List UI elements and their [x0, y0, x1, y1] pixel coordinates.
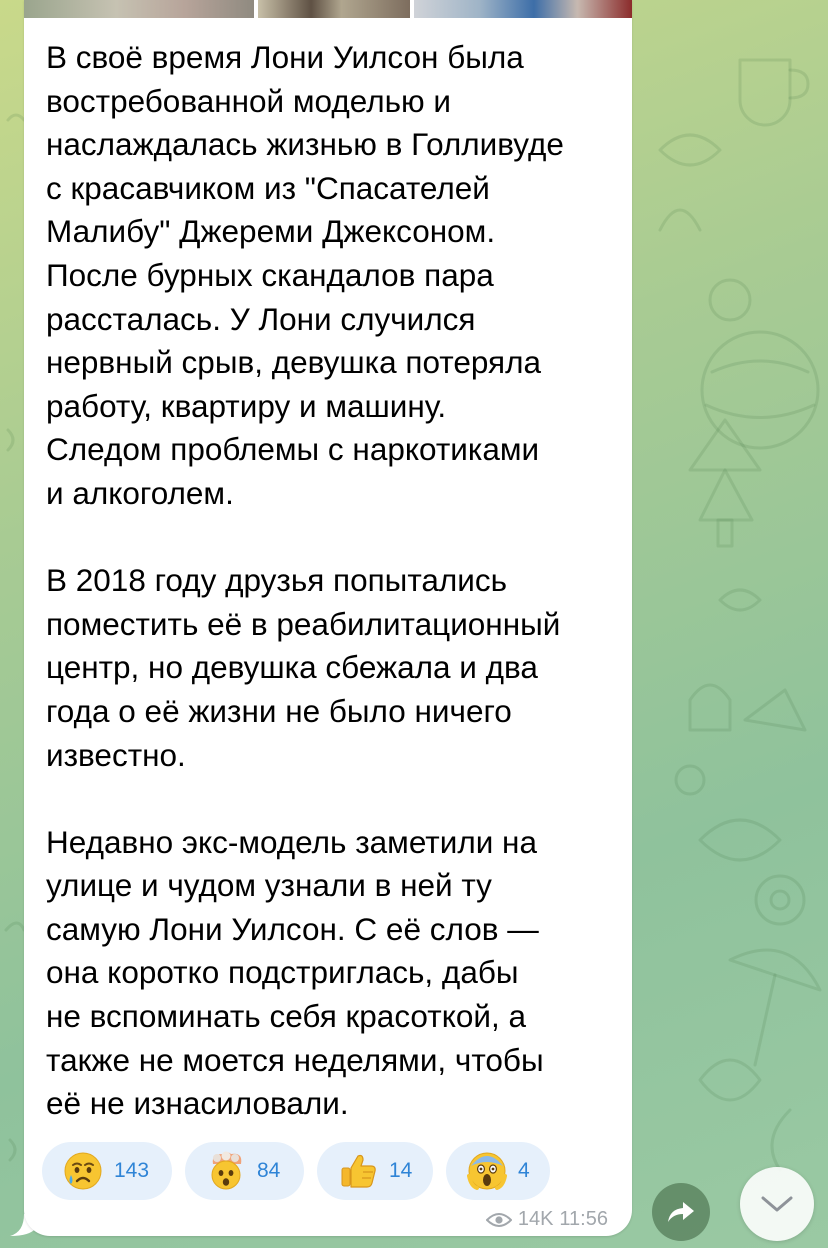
scroll-down-button[interactable] — [740, 1167, 814, 1241]
reaction-count: 143 — [114, 1159, 150, 1182]
reaction-crying-face[interactable] — [42, 1142, 172, 1200]
message-paragraph-3: Недавно экс-модель заметили на улице и чудом узнали в ней ту самую Лони Уилсон. С её слов — она коротко подстриглась, дабы не вспоминать себя красоткой, а также не моется неделями, чтобы её не изнасиловали. — [46, 823, 544, 1122]
chevron-down-icon — [760, 1194, 794, 1214]
reaction-thumbs-up[interactable] — [317, 1142, 433, 1200]
reaction-count: 84 — [257, 1159, 281, 1182]
crying-face-icon — [62, 1150, 104, 1192]
reaction-exploding-head[interactable] — [185, 1142, 304, 1200]
share-arrow-icon — [667, 1200, 695, 1224]
photo-3[interactable] — [414, 0, 632, 18]
photo-1[interactable] — [24, 0, 254, 18]
photo-album-bottom-edge[interactable] — [24, 0, 632, 18]
eye-icon — [486, 1212, 512, 1228]
thumbs-up-icon — [337, 1150, 379, 1192]
reaction-screaming-face[interactable] — [446, 1142, 550, 1200]
views-count: 14K — [517, 1208, 554, 1230]
message-meta — [486, 1208, 608, 1231]
reactions-bar — [42, 1142, 550, 1200]
message-text — [46, 36, 618, 1126]
message-bubble[interactable] — [24, 0, 632, 1236]
screaming-face-icon — [466, 1150, 508, 1192]
photo-2[interactable] — [258, 0, 410, 18]
message-time: 11:56 — [559, 1208, 608, 1230]
message-paragraph-1: В своё время Лони Уилсон была востребованной моделью и наслаждалась жизнью в Голливуде с красавчиком из "Спасателей Малибу" Джереми Джексоном. После бурных скандалов пара рассталась. У Лони случился нервный срыв, девушка потеряла работу, квартиру и машину. Следом проблемы с наркотиками и алкоголем. — [46, 39, 564, 511]
exploding-head-icon — [205, 1150, 247, 1192]
message-paragraph-2: В 2018 году друзья попытались поместить её в реабилитационный центр, но девушка сбежала и два года о её жизни не было ничего известно. — [46, 562, 561, 773]
share-button[interactable] — [652, 1183, 710, 1241]
reaction-count: 14 — [389, 1159, 413, 1182]
reaction-count: 4 — [518, 1159, 530, 1182]
